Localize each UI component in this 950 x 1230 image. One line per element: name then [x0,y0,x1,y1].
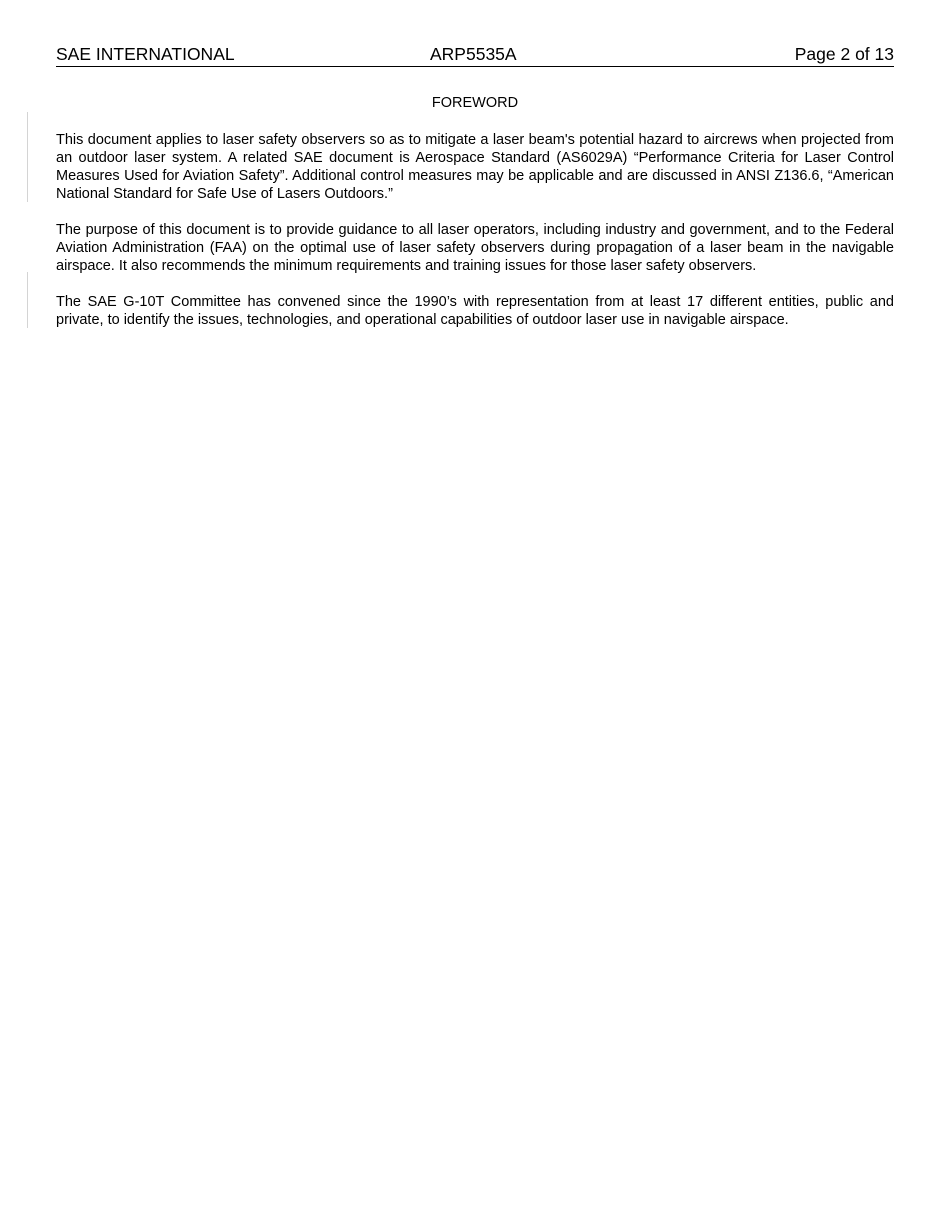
foreword-paragraph-1: This document applies to laser safety observers so as to mitigate a laser beam's potential hazard to aircrews when projected from an outdoor laser system. A related SAE document is Aerospace Standard (AS6029A) “Performance Criteria for Laser Control Measures Used for Aviation Safety”. Additional control measures may be applicable and are discussed in ANSI Z136.6, “American National Standard for Safe Use of Lasers Outdoors.” [56,132,894,202]
foreword-paragraph-3: The SAE G-10T Committee has convened since the 1990’s with representation from at least 17 different entities, public and private, to identify the issues, technologies, and operational capabilities of outdoor laser use in navigable airspace. [56,294,894,328]
header-document-number: ARP5535A [430,44,517,64]
header-page-number: Page 2 of 13 [794,44,894,64]
section-title: FOREWORD [431,95,519,111]
revision-change-bar [27,272,28,328]
header-organization: SAE INTERNATIONAL [56,44,235,64]
revision-change-bar [27,112,28,202]
page-header [56,44,894,67]
foreword-paragraph-2: The purpose of this document is to provide guidance to all laser operators, including industry and government, and to the Federal Aviation Administration (FAA) on the optimal use of laser safety observers during propagation of a laser beam in the navigable airspace. It also recommends the minimum requirements and training issues for those laser safety observers. [56,222,894,274]
